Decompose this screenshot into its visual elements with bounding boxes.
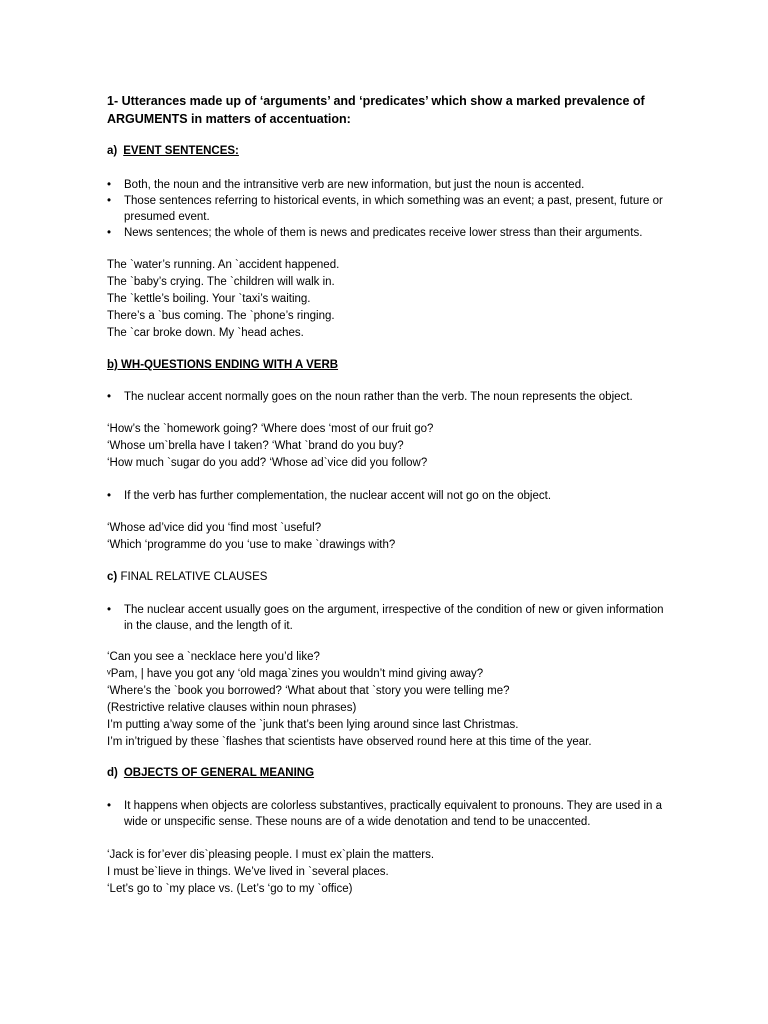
example-line: The `car broke down. My `head aches.: [107, 327, 304, 339]
section-b-title: b) WH-QUESTIONS ENDING WITH A VERB: [107, 359, 339, 371]
example-line: ‘Can you see a `necklace here you’d like?: [107, 651, 320, 663]
section-c-label: c): [107, 571, 118, 583]
section-a-heading: [107, 144, 239, 159]
section-b-bullets-2: [107, 488, 667, 504]
section-c-title: FINAL RELATIVE CLAUSES: [120, 571, 268, 583]
section-d-bullets: [107, 798, 667, 830]
section-b-examples-1: [107, 421, 667, 472]
section-b-heading: [107, 358, 338, 373]
page-title: 1- Utterances made up of ‘arguments’ and ‘predicates’ which show a marked prevalence of ARGUMENTS in matters of accentuation:: [107, 94, 645, 126]
example-line: ‘Which ‘programme do you ‘use to make `drawings with?: [107, 539, 396, 551]
example-line: The `water’s running. An `accident happened.: [107, 259, 340, 271]
section-c-examples: [107, 649, 667, 751]
example-line: ‘Jack is for’ever dis`pleasing people. I must ex`plain the matters.: [107, 849, 435, 861]
section-b-bullets-1: [107, 389, 667, 405]
example-line: ‘Where’s the `book you borrowed? ‘What about that `story you were telling me?: [107, 685, 510, 697]
example-line: ᵛPam, | have you got any ‘old maga`zines you wouldn’t mind giving away?: [107, 668, 484, 680]
example-line: I must be`lieve in things. We’ve lived in `several places.: [107, 866, 389, 878]
example-line: I’m in’trigued by these `flashes that scientists have observed round here at this time of the year.: [107, 736, 592, 748]
section-d-heading: [107, 766, 314, 781]
bullet-item: • The nuclear accent usually goes on the argument, irrespective of the condition of new or given information in the clause, and the length of it.: [107, 602, 667, 634]
bullet-item: • Those sentences referring to historical events, in which something was an event; a past, present, future or presumed event.: [107, 193, 667, 225]
example-line: ‘How’s the `homework going? ‘Where does ‘most of our fruit go?: [107, 423, 434, 435]
example-line: I’m putting a’way some of the `junk that’s been lying around since last Christmas.: [107, 719, 519, 731]
example-line: ‘Whose um`brella have I taken? ‘What `brand do you buy?: [107, 440, 404, 452]
example-line: There’s a `bus coming. The `phone’s ringing.: [107, 310, 335, 322]
section-a-bullets: [107, 177, 667, 241]
section-a-title: EVENT SENTENCES:: [123, 145, 239, 157]
bullet-item: • Both, the noun and the intransitive verb are new information, but just the noun is accented.: [107, 177, 667, 193]
section-d-examples: [107, 847, 667, 898]
section-d-label: d): [107, 767, 118, 779]
bullet-item: • It happens when objects are colorless substantives, practically equivalent to pronouns. They are used in a wide or unspecific sense. These nouns are of a wide denotation and tend to be unaccented.: [107, 798, 667, 830]
example-line: ‘How much `sugar do you add? ‘Whose ad`vice did you follow?: [107, 457, 428, 469]
section-a-examples: [107, 257, 667, 342]
example-line: (Restrictive relative clauses within noun phrases): [107, 702, 357, 714]
example-line: The `kettle’s boiling. Your `taxi’s waiting.: [107, 293, 311, 305]
bullet-item: • The nuclear accent normally goes on the noun rather than the verb. The noun represents the object.: [107, 389, 667, 405]
section-b-examples-2: [107, 520, 667, 554]
example-line: ‘Whose ad’vice did you ‘find most `useful?: [107, 522, 322, 534]
example-line: The `baby’s crying. The `children will walk in.: [107, 276, 335, 288]
section-d-title: OBJECTS OF GENERAL MEANING: [123, 767, 315, 779]
section-c-heading: [107, 570, 267, 585]
bullet-item: • News sentences; the whole of them is news and predicates receive lower stress than their arguments.: [107, 225, 667, 241]
bullet-item: • If the verb has further complementation, the nuclear accent will not go on the object.: [107, 488, 667, 504]
example-line: ‘Let’s go to `my place vs. (Let’s ‘go to my `office): [107, 883, 353, 895]
section-c-bullets: [107, 602, 667, 634]
section-a-label: a): [107, 145, 118, 157]
